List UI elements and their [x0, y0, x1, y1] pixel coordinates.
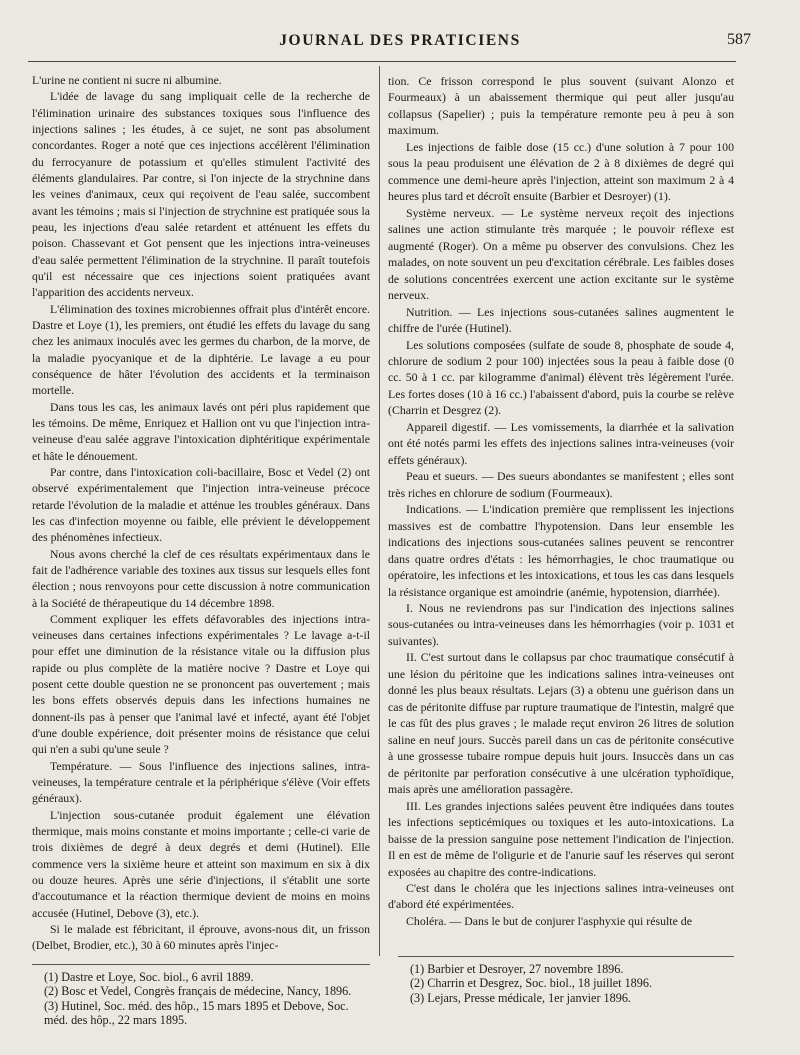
paragraph: I. Nous ne reviendrons pas sur l'indication des injections salines sous-cutanées ou intra-veineuses dans les hémorrhagies (voir p. 1031 et suivantes). — [388, 601, 734, 648]
paragraph: Nutrition. — Les injections sous-cutanées salines augmentent le chiffre de l'urée (Hutinel). — [388, 304, 734, 336]
paragraph: Dans tous les cas, les animaux lavés ont péri plus rapidement que les témoins. De même, Enriquez et Hallion ont vu que l'injection intra-veineuse d'eau salée aggrave l'intoxication diphtéritique expérimentale et hâte le dénouement. — [32, 400, 370, 463]
footnote: (1) Barbier et Desroyer, 27 novembre 1896. — [410, 962, 624, 976]
paragraph: tion. Ce frisson correspond le plus souvent (suivant Alonzo et Fourmeaux) à un abaissement thermique qui peut aller jusqu'au collapsus (Sapelier) ; puis la température remonte peu à peu à son maximum. — [388, 74, 734, 138]
right-column — [388, 73, 734, 929]
page-header — [0, 30, 800, 52]
paragraph: Peau et sueurs. — Des sueurs abondantes se manifestent ; elles sont très riches en chlorure de sodium (Fourmeaux). — [388, 469, 734, 500]
paragraph: Système nerveux. — Le système nerveux reçoit des injections salines une action stimulante très marquée ; le pouvoir réflexe est augmenté (Roger). On a même pu observer des convulsions. Chez les malades, on note souvent un peu d'excitation cérébrale. Les faibles doses de solutions concentrées exercent une action excitante sur le système nerveux. — [388, 205, 734, 303]
left-footnote-rule — [32, 964, 370, 965]
paragraph: Comment expliquer les effets défavorables des injections intra-veineuses dans certaines infections expérimentales ? Le lavage a-t-il pour effet une diminution de la résistance vitale ou la diffusion plus rapide ou plus complète de la matière nocive ? Dastre et Loye qui posent cette double question ne se prononcent pas ouvertement ; mais les bons effets observés depuis dans les infections humaines ne donnent-ils pas à penser que l'animal lavé et infecté, ayant été l'objet d'une double expérience, doit présenter moins de résistance que celui qui n'en a subi qu'une seule ? — [32, 612, 370, 757]
paragraph: L'élimination des toxines microbiennes offrait plus d'intérêt encore. Dastre et Loye (1), les premiers, ont étudié les effets du lavage du sang chez les animaux inoculés avec les germes du charbon, de la morve, de la maladie pyocyanique et de la diphtérie. Le lavage a eu pour conséquence de hâter l'évolution des accidents et la terminaison mortelle. — [32, 302, 370, 398]
paragraph: Les solutions composées (sulfate de soude 8, phosphate de soude 4, chlorure de sodium 2 pour 100) injectées sous la peau à faible dose (0 cc. 50 à 1 cc. par kilogramme d'animal) élèvent très légèrement l'urée. Les fortes doses (10 à 16 cc.) l'abaissent d'abord, puis la courbe se relève (Charrin et Desgrez (2). — [388, 337, 734, 418]
right-footnotes — [398, 962, 734, 1005]
paragraph: Les injections de faible dose (15 cc.) d'une solution à 7 pour 100 sous la peau produisent une élévation de 2 à 8 dixièmes de degré qui commence une demi-heure après l'injection, atteint son maximum 2 à 4 heures plus tard et décroît ensuite (Barbier et Desroyer) (1). — [388, 139, 734, 204]
paragraph: Si le malade est fébricitant, il éprouve, avons-nous dit, un frisson (Delbet, Brodier, etc.), 30 à 60 minutes après l'injec- — [32, 923, 370, 953]
page-number: 587 — [727, 31, 751, 48]
paragraph: Choléra. — Dans le but de conjurer l'asphyxie qui résulte de — [406, 913, 692, 928]
paragraph: Par contre, dans l'intoxication coli-bacillaire, Bosc et Vedel (2) ont observé expérimentalement que l'injection intra-veineuse précoce retarde l'évolution de la maladie et atténue les troubles généraux. Dans les cas d'infection moyenne ou faible, elle prévient le développement des phénomènes infectieux. — [32, 465, 370, 545]
paragraph: Nous avons cherché la clef de ces résultats expérimentaux dans le fait de l'adhérence variable des toxines aux tissus sur lesquels elles font élection ; nous renvoyons pour cette discussion à notre communication à la Société de thérapeutique du 14 décembre 1898. — [32, 547, 370, 610]
header-rule — [28, 61, 736, 62]
left-column — [32, 73, 370, 955]
running-title: JOURNAL DES PRATICIENS — [279, 32, 521, 49]
paragraph: L'urine ne contient ni sucre ni albumine. — [32, 74, 222, 87]
left-footnotes — [32, 970, 370, 1028]
column-divider — [379, 66, 380, 956]
footnote: (3) Lejars, Presse médicale, 1er janvier 1896. — [410, 990, 631, 1005]
footnote: (2) Charrin et Desgrez, Soc. biol., 18 juillet 1896. — [410, 976, 653, 991]
paragraph: C'est dans le choléra que les injections salines intra-veineuses ont d'abord été expérimentées. — [388, 880, 734, 912]
footnote: (2) Bosc et Vedel, Congrès français de médecine, Nancy, 1896. — [44, 984, 352, 999]
paragraph: Indications. — L'indication première que remplissent les injections massives est de combattre l'hypotension. Dans leur ensemble les indications des injections sous-cutanées salines peuvent se rencontrer dans quatre ordres d'états : les hémorrhagies, le choc traumatique ou opératoire, les infections et les intoxications, et tous les cas dans lesquels la résistance organique est amoindrie (anémie, hypotension, diarrhée). — [388, 502, 734, 599]
paragraph: L'injection sous-cutanée produit également une élévation thermique, mais moins constante et moins importante ; celle-ci varie de trois dixièmes de degré à deux degrés et demi (Hutinel). Elle commence vers la sixième heure et atteint son maximum en six à dix ou douze heures. Après une série d'injections, il s'établit une sorte d'accoutumance et la réaction thermique devient de moins en moins accusée (Hutinel, Debove (3), etc.). — [32, 808, 370, 920]
paragraph: III. Les grandes injections salées peuvent être indiquées dans toutes les infections septicémiques ou toxiques et les auto-intoxications. La baisse de la pression sanguine pose nettement l'indication de l'injection. Il en est de même de l'oligurie et de l'anurie sauf les réserves qui seront exposées au chapitre des contre-indications. — [388, 798, 734, 879]
footnote: (1) Dastre et Loye, Soc. biol., 6 avril 1889. — [44, 970, 254, 984]
right-footnote-rule — [398, 956, 734, 957]
footnote: (3) Hutinel, Soc. méd. des hôp., 15 mars 1895 et Debove, Soc. méd. des hôp., 22 mars 1895. — [44, 998, 349, 1028]
paragraph: L'idée de lavage du sang impliquait celle de la recherche de l'élimination urinaire des substances toxiques sous l'influence des injections salines ; les études, à ce sujet, ne sont pas absolument concordantes. Roger a noté que ces injections accélèrent l'élimination du ferrocyanure de potassium et qu'elles stimulent l'activité des éléments glandulaires. Par contre, si l'on injecte de la strychnine dans les veines d'animaux, ceux qui reçoivent de l'eau salée, succombent avant les témoins ; mais si l'injection de strychnine est pratiquée sous la peau, les injections d'eau salée retardent et atténuent les effets du poison. Chassevant et Got pensent que les injections intra-veineuses d'eau salée permettent l'élimination de la strychnine. Il paraît toutefois qu'il est nécessaire que ces injections soient pratiquées avant l'apparition des accidents nerveux. — [32, 90, 370, 300]
paragraph: Appareil digestif. — Les vomissements, la diarrhée et la salivation ont été notés parmi les effets des injections salines intra-veineuses (voir effets généraux). — [388, 419, 734, 467]
paragraph: II. C'est surtout dans le collapsus par choc traumatique consécutif à une lésion du péritoine que les indications salines intra-veineuses ont donné les plus beaux résultats. Lejars (3) a obtenu une guérison dans un cas de péritonite diffuse par rupture traumatique de l'intestin, malgré que le cas fût des plus graves ; le malade reçut environ 26 litres de solution saline en neuf jours. Succès pareil dans un cas de péritonite consécutive à une grossesse tubaire rompue depuis huit jours. Insuccès dans un cas de péritonite par perforation consécutive à une ulcération typhoïdique, mais après une amélioration passagère. — [388, 650, 734, 797]
paragraph: Température. — Sous l'influence des injections salines, intra-veineuses, la température centrale et la périphérique s'élève (Voir effets généraux). — [32, 759, 370, 806]
